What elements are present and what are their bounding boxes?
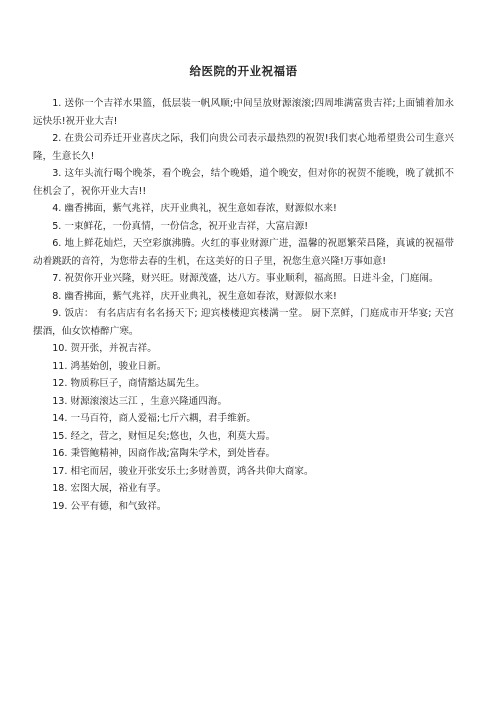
document-title: 给医院的开业祝福语 bbox=[189, 64, 298, 78]
blessing-item-18: 18. 宏图大展，裕业有孚。 bbox=[52, 483, 167, 494]
blessing-item-2: 2. 在贵公司乔迁开业喜庆之际，我们向贵公司表示最热烈的祝贺!我们衷心地希望贵公司生意兴隆，生意长久! bbox=[33, 133, 454, 162]
blessing-item-12: 12. 物质称巨子，商情豁达属先生。 bbox=[52, 378, 205, 389]
blessing-item-17: 17. 相宅而居，骏业开张安乐土;多财善贾，鸿各共仰大商家。 bbox=[52, 465, 314, 477]
blessing-item-4: 4. 幽香拂面，紫气兆祥，庆开业典礼，祝生意如春浓，财源似水来! bbox=[52, 203, 337, 214]
blessing-item-15: 15. 经之，营之，财恒足矣;悠也，久也，利莫大焉。 bbox=[52, 430, 276, 442]
blessing-item-1: 1. 送你一个吉祥水果篮，低层装一帆风顺;中间呈放财源滚滚;四周堆满富贵吉祥;上面铺着加永远快乐!祝开业大吉! bbox=[33, 98, 454, 127]
blessing-item-10: 10. 贺开张，并祝吉祥。 bbox=[52, 343, 157, 354]
blessing-item-11: 11. 鸿基始创，骏业日新。 bbox=[52, 360, 167, 372]
blessing-item-3: 3. 这年头流行喝个晚茶，看个晚会，结个晚婚，道个晚安，但对你的祝贺不能晚，晚了就抓不住机会了，祝你开业大吉!! bbox=[33, 168, 454, 197]
blessing-item-8: 8. 幽香拂面，紫气兆祥，庆开业典礼，祝生意如春浓，财源似水来! bbox=[52, 290, 337, 302]
blessing-item-6: 6. 地上鲜花灿烂，天空彩旗沸腾。火红的事业财源广进，温馨的祝愿繁荣昌隆，真诚的祝福带动着跳跃的音符，为您带去春的生机，在这美好的日子里，祝您生意兴隆!万事如意! bbox=[33, 238, 454, 267]
blessing-item-19: 19. 公平有德，和气致祥。 bbox=[52, 500, 167, 512]
blessing-item-16: 16. 秉管鲍精神，因商作战;富陶朱学术，到处皆春。 bbox=[52, 448, 276, 459]
blessing-item-14: 14. 一马百符，商人爱福;七斤六耦，君手维新。 bbox=[52, 413, 257, 424]
blessing-item-9: 9. 饭店： 有名店店有名名扬天下; 迎宾楼楼迎宾楼满一堂。 厨下烹鲜，门庭成市开华宴; 天宫摆酒，仙女饮椿醉广寒。 bbox=[33, 308, 454, 337]
blessing-item-7: 7. 祝贺你开业兴隆，财兴旺。财源茂盛，达八方。事业顺利，福高照。日进斗金，门庭闹。 bbox=[52, 273, 439, 284]
blessing-item-13: 13. 财源滚滚达三江 ，生意兴隆通四海。 bbox=[52, 395, 228, 407]
blessing-item-5: 5. 一束鲜花，一份真情，一份信念，祝开业吉祥，大富启源! bbox=[52, 220, 309, 232]
